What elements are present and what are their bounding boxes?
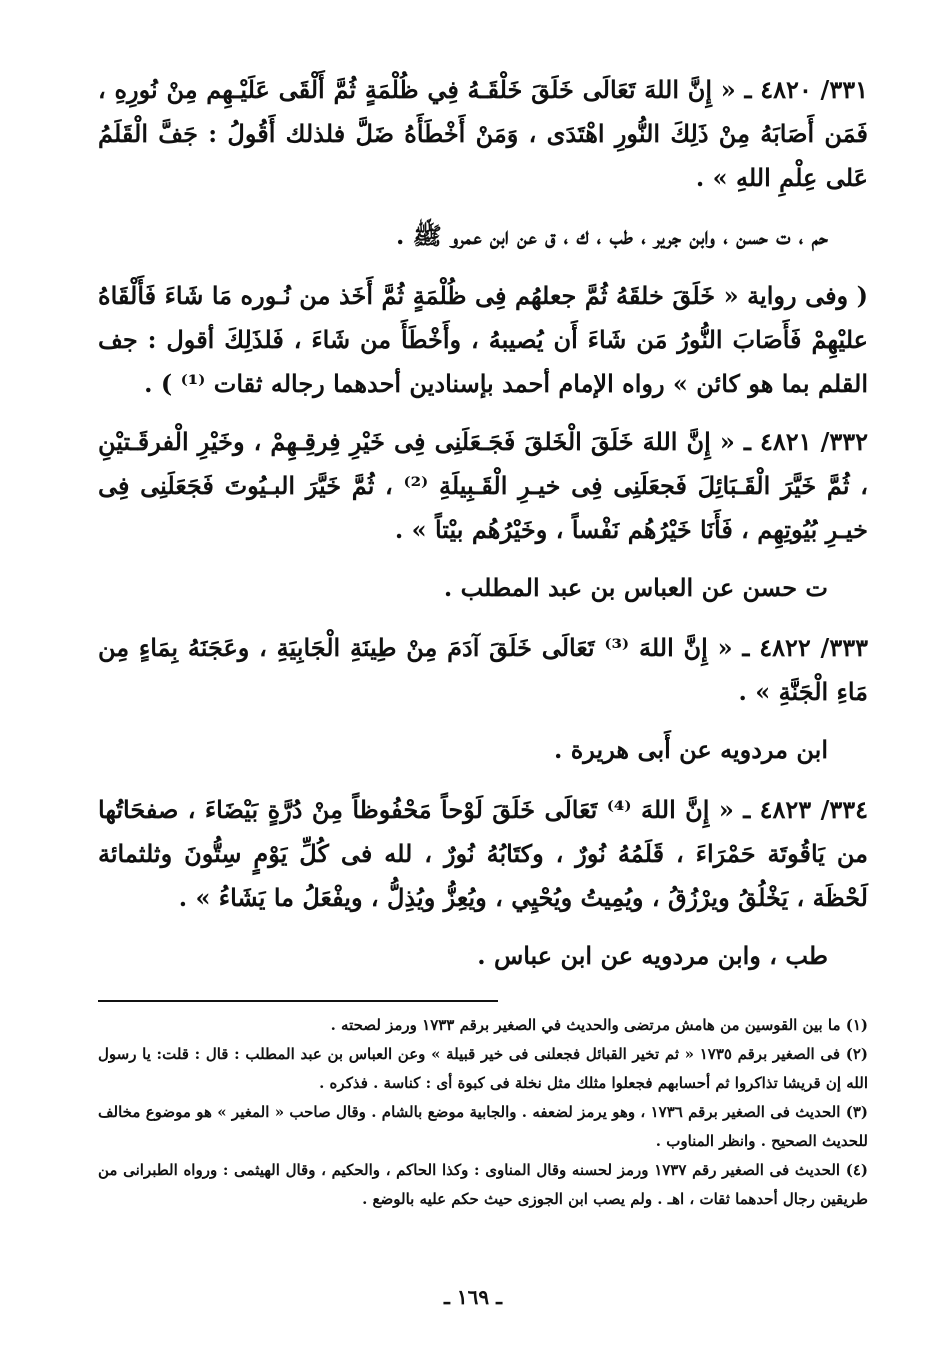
main-text (98, 68, 868, 994)
source-333-text: ابن مردويه عن أَبى هريرة . (553, 735, 828, 764)
source-332 (98, 566, 868, 610)
source-334-text: طب ، وابن مردويه عن ابن عباس . (477, 941, 828, 970)
source-334 (98, 934, 868, 978)
source-331-text: حم ، ت حسن ، وابن جرير ، طب ، ك ، ق عن ابن عمرو ﷺ . (396, 221, 828, 250)
footnote-2: (٢) فى الصغير برقم ١٧٣٥ « ثم تخير القبائل فجعلنى فى خير قبيلة » وعن العباس بن عبد المطلب : قال : قلت: يا رسول الله إن قريشا تذاكروا ثم أحسابهم فجعلوا مثلك مثل نخلة فى كبوة أى : كناسة . فذكره . (98, 1045, 868, 1092)
source-333 (98, 728, 868, 772)
footnote-divider (98, 1000, 498, 1002)
footnote-4: (٤) الحديث فى الصغير رقم ١٧٣٧ ورمز لحسنه وقال المناوى : وكذا الحاكم ، والحكيم ، وقال الهيثمى : ورواه الطبرانى من طريقين رجال أحدهما ثقات ، اهـ . ولم يصب ابن الجوزى حيث حكم عليه بالوضع . (98, 1161, 868, 1208)
page-number: ـ ١٦٩ ـ (444, 1285, 502, 1309)
hadith-332: ٣٣٢/ ٤٨٢١ ـ « إِنَّ اللهَ خَلَقَ الْخَلقَ فَجَـعَلَنِى فِى خَيْرِ فِرقِـهِمْ ، وخَيْرِ الْفرقَـتيْنِ ، ثُمَّ خَيَّرَ الْقَـبَائِلَ فَجعَلَنِى فِى خيـرِ الْقَـبِيلَةِ ⁽²⁾ ، ثُمَّ خَيَّرَ البـيُوتَ فَجَعَلَنِى فِى خيـرِ بُيُوتِهِم ، فَأَنَا خَيْرُهُم نَفْساً ، وخَيْرُهُم بيْتاً » . (98, 427, 869, 544)
hadith-333: ٣٣٣/ ٤٨٢٢ ـ « إِنَّ اللهَ ⁽³⁾ تَعَالَى خَلَقَ آدَمَ مِنْ طِينَةِ الْجَابِيَةِ ، وعَجَنَهُ بِمَاءٍ مِن مَاءِ الْجَنَّةِ » . (98, 633, 868, 706)
hadith-334: ٣٣٤/ ٤٨٢٣ ـ « إِنَّ اللهَ ⁽⁴⁾ تَعَالَى خَلَقَ لَوْحاً مَحْفُوظاً مِنْ دُرَّةٍ بَيْضَاءَ ، صفحَاتُها من يَاقُوتَة حَمْرَاءَ ، قَلَمُهُ نُورٌ ، وكتَابُهُ نُورٌ ، لله فى كُلِّ يَوْمٍ سِتُّونَ وثلثمائة لَحْظَة ، يَخْلُقُ ويرْزُقُ ، ويُمِيتُ ويُحْيِي ، ويُعِزُّ ويُذِلُّ ، ويفْعَلُ ما يَشَاءُ » . (98, 795, 869, 912)
footnotes (98, 1011, 868, 1214)
source-332-text: ت حسن عن العباس بن عبد المطلب . (443, 573, 828, 602)
footnote-3: (٣) الحديث فى الصغير برقم ١٧٣٦ ، وهو يرمز لضعفه . والجابية موضع بالشام . وقال صاحب « المغير » هو موضوع مخالف للحديث الصحيح . وانظر المناوب . (98, 1103, 868, 1150)
footnote-1: (١) ما بين القوسين من هامش مرتضى والحديث في الصغير برقم ١٧٣٣ ورمز لصحته . (330, 1016, 868, 1034)
hadith-331-variant: ( وفى رواية « خَلَقَ خلقَهُ ثُمَّ جعلهُم فِى ظُلْمَةٍ ثُمَّ أَخَذ من نُـوره مَا شَاءَ فَأَلْقَاهُ عليْهِمْ فَأَصَابَ النُّورُ مَن شَاءَ أَن يُصيبهُ ، وأَخْطَأَ من شَاءَ ، فَلذَلِكَ أقول : جف القلم بما هو كائن » رواه الإمام أحمد بإسنادين أحدهما رجاله ثقات ⁽¹⁾ ) . (98, 281, 868, 398)
hadith-331: ٣٣١/ ٤٨٢٠ ـ « إِنَّ اللهَ تَعَالَى خَلَقَ خَلْقَـهُ فِي ظُلْمَةٍ ثُمَّ أَلْقَى عَلَيْـهِم مِنْ نُورِهِ ، فَمَن أَصَابَهُ مِنْ ذَلِكَ النُّورِ اهْتَدَى ، وَمَنْ أَخْطَأَهُ ضَلَّ فلذلك أَقُولُ : جَفَّ الْقَلَمُ عَلى عِلْمِ اللهِ » . (98, 75, 868, 192)
source-331 (98, 214, 868, 258)
